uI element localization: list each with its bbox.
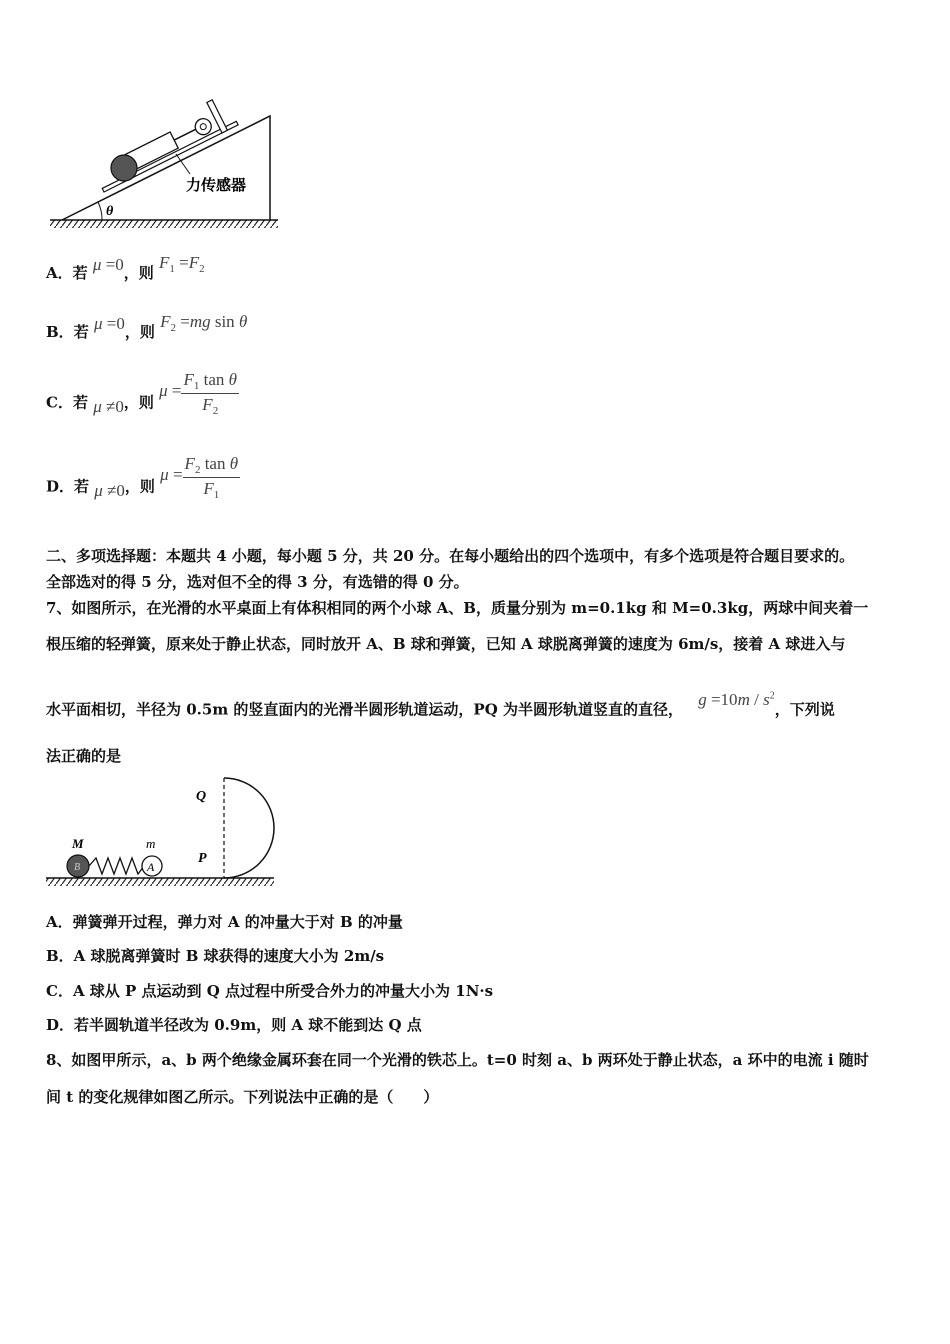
semicircle-track (224, 778, 274, 878)
q6-option-c: C．若 μ ≠0，则 μ = $\frac{F_1 \tan \theta}{F_2}$ (46, 370, 238, 417)
ball-a-label: A (147, 860, 155, 874)
q6-option-a: A．若 μ =0，则 $F_1 =F_2$ (46, 253, 205, 282)
q7-option-b: B．A 球脱离弹簧时 B 球获得的速度大小为 2m/s (46, 947, 385, 965)
spring (89, 858, 144, 874)
ground-hatch (50, 220, 278, 228)
q7-option-d: D．若半圆轨道半径改为 0.9m，则 A 球不能到达 Q 点 (46, 1016, 422, 1034)
ball (111, 155, 137, 181)
q7-option-a: A．弹簧弹开过程，弹力对 A 的冲量大于对 B 的冲量 (46, 913, 403, 931)
label-m-small: m (146, 836, 156, 851)
incline-figure (44, 98, 284, 234)
q7-line1: 7、如图所示，在光滑的水平桌面上有体积相同的两个小球 A、B，质量分别为 m=0.1kg 和 M=0.3kg，两球中间夹着一 (46, 599, 869, 617)
q6-option-d: D．若 μ ≠0，则 μ = $\frac{F_2 \tan \theta}{F_1}$ (46, 454, 239, 501)
q8-line1: 8、如图甲所示，a、b 两个绝缘金属环套在同一个光滑的铁芯上。t=0 时刻 a、b 两环处于静止状态，a 环中的电流 i 随时 (46, 1051, 869, 1069)
rod2 (174, 129, 195, 140)
angle-label: θ (106, 204, 114, 219)
label-p: P (198, 851, 207, 866)
q8-line2: 间 t 的变化规律如图乙所示。下列说法中正确的是（ ） (46, 1088, 439, 1106)
q6-option-b: B．若 μ =0，则 $F_2 =mg$ sin θ (46, 312, 248, 341)
incline-wedge (62, 116, 270, 220)
sensor-label: 力传感器 (186, 178, 247, 194)
ball-b-label: B (74, 862, 81, 873)
spring-track-figure (44, 772, 280, 890)
q7-line2: 根压缩的轻弹簧，原来处于静止状态，同时放开 A、B 球和弹簧，已知 A 球脱离弹簧的速度为 6m/s，接着 A 球进入与 (46, 635, 846, 653)
section2-line2: 全部选对的得 5 分，选对但不全的得 3 分，有选错的得 0 分。 (46, 573, 469, 591)
section2-line1: 二、多项选择题：本题共 4 小题，每小题 5 分，共 20 分。在每小题给出的四个选项中，有多个选项是符合题目要求的。 (46, 547, 855, 565)
angle-arc (98, 202, 102, 220)
ground-hatch (46, 878, 274, 886)
label-m-big: M (72, 836, 84, 851)
label-q: Q (196, 789, 207, 804)
q7-line3: 水平面相切，半径为 0.5m 的竖直面内的光滑半圆形轨道运动，PQ 为半圆形轨道竖直的直径， $g =10m / s^2$，下列说 (46, 689, 835, 719)
q7-option-c: C．A 球从 P 点运动到 Q 点过程中所受合外力的冲量大小为 1N·s (46, 982, 494, 1000)
q7-line4: 法正确的是 (46, 747, 122, 765)
